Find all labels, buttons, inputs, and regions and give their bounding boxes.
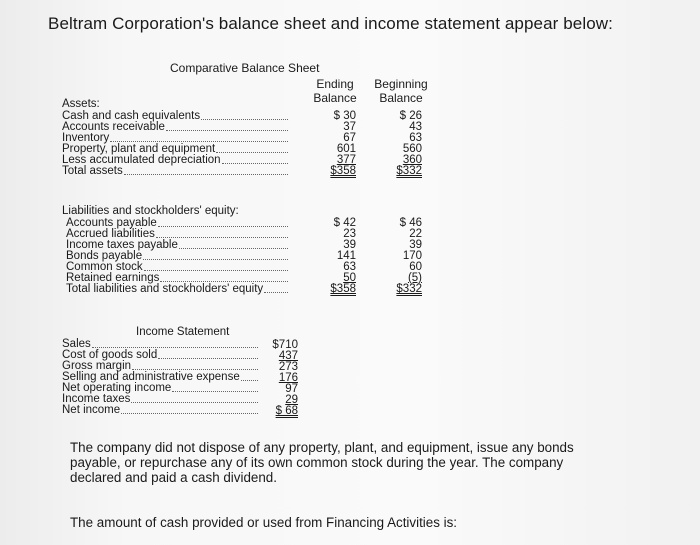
- liab-accrued-ending: 23: [343, 228, 356, 240]
- leader-dots: [222, 163, 288, 164]
- asset-cash-beginning: $ 26: [399, 110, 422, 122]
- row-label: Income taxes payable: [66, 239, 178, 251]
- col-header-beginning-line2: Balance: [379, 91, 423, 105]
- row-label: Selling and administrative expense: [62, 371, 240, 383]
- row-label: Sales: [62, 338, 91, 350]
- leader-dots: [160, 281, 288, 282]
- asset-ppe-ending: 601: [336, 143, 356, 155]
- leader-dots: [179, 248, 288, 249]
- asset-cash-ending: $ 30: [333, 110, 356, 122]
- liab-ap-beginning: $ 46: [399, 217, 422, 229]
- underlined-value: 360: [402, 154, 422, 166]
- liab-total-ending: [316, 284, 356, 295]
- leader-dots: [216, 152, 288, 153]
- underlined-value: 377: [336, 154, 356, 166]
- row-label: Common stock: [66, 261, 143, 273]
- double-underlined-value: $358: [330, 165, 356, 177]
- liab-taxes-beginning: 39: [409, 239, 422, 251]
- paragraph-line: The company did not dispose of any property, plant, and equipment, issue any bonds: [70, 440, 574, 455]
- row-label: Inventory: [62, 132, 110, 144]
- col-header-ending-line1: Ending: [316, 77, 354, 91]
- income-row-net-income: [62, 405, 260, 416]
- double-underlined-value: $358: [330, 283, 356, 295]
- underlined-value: 437: [278, 350, 298, 362]
- asset-total-beginning: [382, 166, 422, 177]
- row-label: Bonds payable: [66, 250, 143, 262]
- asset-receivable-beginning: 43: [409, 121, 422, 133]
- liab-stock-beginning: 60: [409, 261, 422, 273]
- row-label: Cash and cash equivalents: [62, 110, 201, 122]
- liab-ap-ending: $ 42: [333, 217, 356, 229]
- col-header-ending-line2: Balance: [313, 91, 357, 105]
- row-label: Net operating income: [62, 382, 172, 394]
- leader-dots: [144, 270, 288, 271]
- page-title: Beltram Corporation's balance sheet and income statement appear below:: [48, 14, 613, 33]
- underlined-value: (5): [407, 272, 422, 284]
- liab-total-beginning: [382, 284, 422, 295]
- row-label: Accounts receivable: [62, 121, 165, 133]
- row-label: Accounts payable: [66, 217, 157, 229]
- leader-dots: [158, 358, 258, 359]
- row-label: Income taxes: [62, 393, 131, 405]
- row-label: Total assets: [62, 165, 123, 177]
- row-label: Accrued liabilities: [66, 228, 155, 240]
- liab-taxes-ending: 39: [343, 239, 356, 251]
- balance-sheet-title: Comparative Balance Sheet: [170, 61, 320, 75]
- row-label: Property, plant and equipment: [62, 143, 216, 155]
- income-sales-value: $710: [272, 339, 298, 351]
- double-underlined-value: $ 68: [275, 405, 298, 417]
- narrative-paragraph: [70, 440, 574, 485]
- income-net-income-value: [258, 406, 298, 417]
- double-underlined-value: $332: [396, 283, 422, 295]
- liab-accrued-beginning: 22: [409, 228, 422, 240]
- asset-ppe-beginning: 560: [402, 143, 422, 155]
- question-text: The amount of cash provided or used from Financing Activities is:: [70, 515, 458, 530]
- paragraph-line: payable, or repurchase any of its own common stock during the year. The company: [70, 455, 564, 470]
- leader-dots: [156, 237, 288, 238]
- liab-row-total: [66, 284, 290, 295]
- leader-dots: [201, 119, 288, 120]
- underlined-value: 29: [285, 394, 298, 406]
- income-gross-margin-value: 273: [278, 361, 298, 373]
- asset-row-total: [62, 166, 290, 177]
- income-statement-title: Income Statement: [136, 326, 230, 338]
- row-label: Gross margin: [62, 360, 132, 372]
- asset-inventory-beginning: 63: [409, 132, 422, 144]
- col-header-beginning: [370, 77, 432, 105]
- liab-bonds-ending: 141: [336, 250, 356, 262]
- col-header-ending: [310, 77, 360, 105]
- double-underlined-value: $332: [396, 165, 422, 177]
- asset-inventory-ending: 67: [343, 132, 356, 144]
- leader-dots: [241, 380, 258, 381]
- liabilities-header: Liabilities and stockholders' equity:: [62, 205, 239, 217]
- leader-dots: [172, 391, 258, 392]
- row-label: Cost of goods sold: [62, 349, 158, 361]
- liab-bonds-beginning: 170: [402, 250, 422, 262]
- row-label: Retained earnings: [66, 272, 160, 284]
- leader-dots: [132, 369, 258, 370]
- assets-header: Assets:: [62, 98, 100, 110]
- leader-dots: [110, 141, 288, 142]
- income-operating-income-value: 97: [285, 383, 298, 395]
- underlined-value: 50: [343, 272, 356, 284]
- row-label: Total liabilities and stockholders' equity: [66, 283, 264, 295]
- leader-dots: [124, 174, 288, 175]
- row-label: Net income: [62, 404, 121, 416]
- leader-dots: [131, 402, 258, 403]
- leader-dots: [121, 413, 258, 414]
- leader-dots: [158, 226, 288, 227]
- liab-stock-ending: 63: [343, 261, 356, 273]
- leader-dots: [166, 130, 288, 131]
- leader-dots: [143, 259, 288, 260]
- underlined-value: 176: [278, 372, 298, 384]
- asset-receivable-ending: 37: [343, 121, 356, 133]
- row-label: Less accumulated depreciation: [62, 154, 221, 166]
- asset-total-ending: [316, 166, 356, 177]
- leader-dots: [264, 292, 288, 293]
- paragraph-line: declared and paid a cash dividend.: [70, 470, 277, 485]
- col-header-beginning-line1: Beginning: [374, 77, 428, 91]
- leader-dots: [92, 347, 258, 348]
